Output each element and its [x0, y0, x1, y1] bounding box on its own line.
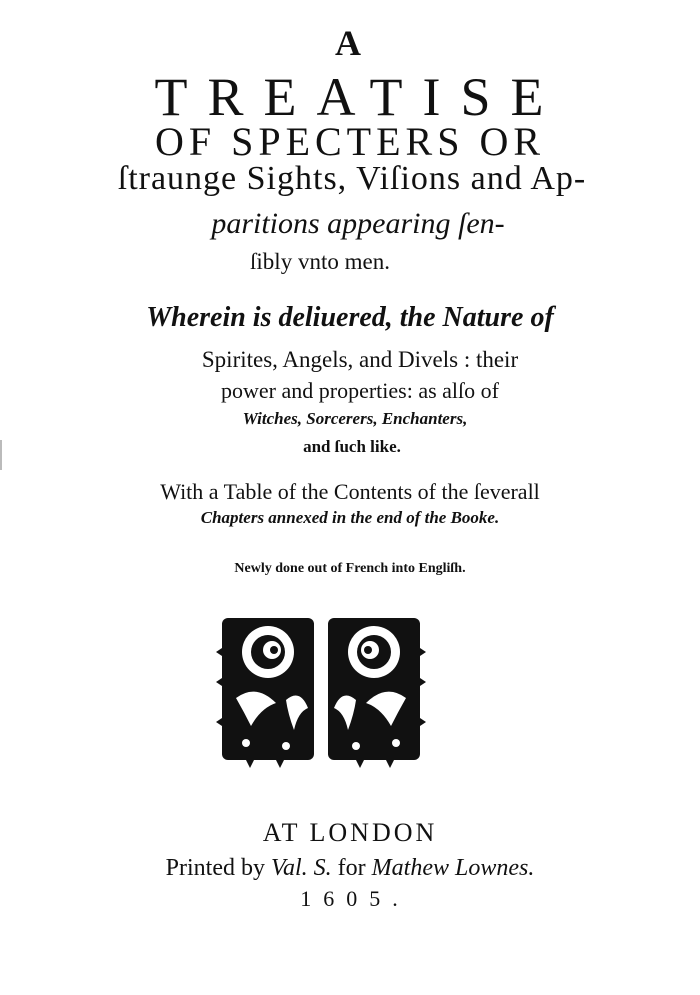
title-line-4: ſtraunge Sights, Viſions and Ap-: [117, 160, 587, 197]
imprint-place: AT LONDON: [262, 818, 438, 847]
publisher-name: Mathew Lownes.: [371, 855, 535, 881]
title-line-6: ſibly vnto men.: [250, 249, 390, 274]
imprint-year: 1605.: [300, 886, 410, 911]
for-label: for: [337, 855, 366, 881]
description-line-4: Witches, Sorcerers, Enchanters,: [242, 409, 468, 428]
imprint-printer-line: [0, 855, 700, 882]
description-line-2: Spirites, Angels, and Divels : their: [201, 347, 519, 372]
printed-by-label: Printed by: [165, 855, 265, 881]
title-subject: OF SPECTERS OR: [154, 119, 546, 164]
table-note-line-1: With a Table of the Contents of the ſeverall: [160, 479, 540, 504]
description-line-1: Wherein is deliuered, the Nature of: [146, 302, 554, 333]
title-article: A: [335, 23, 365, 63]
scan-edge-mark: [0, 440, 2, 470]
table-note-line-2: Chapters annexed in the end of the Booke.: [200, 508, 500, 527]
title-line-5: paritions appearing ſen-: [211, 207, 505, 240]
printer-name: Val. S.: [271, 855, 332, 881]
translation-note: Newly done out of French into Engliſh.: [234, 561, 466, 576]
printers-device-ornament: [216, 608, 426, 770]
description-line-3: power and properties: as alſo of: [221, 378, 499, 403]
title-main-word: TREATISE: [154, 67, 564, 127]
description-line-5: and ſuch like.: [303, 437, 401, 456]
foliage-ornament-icon: [216, 608, 426, 770]
